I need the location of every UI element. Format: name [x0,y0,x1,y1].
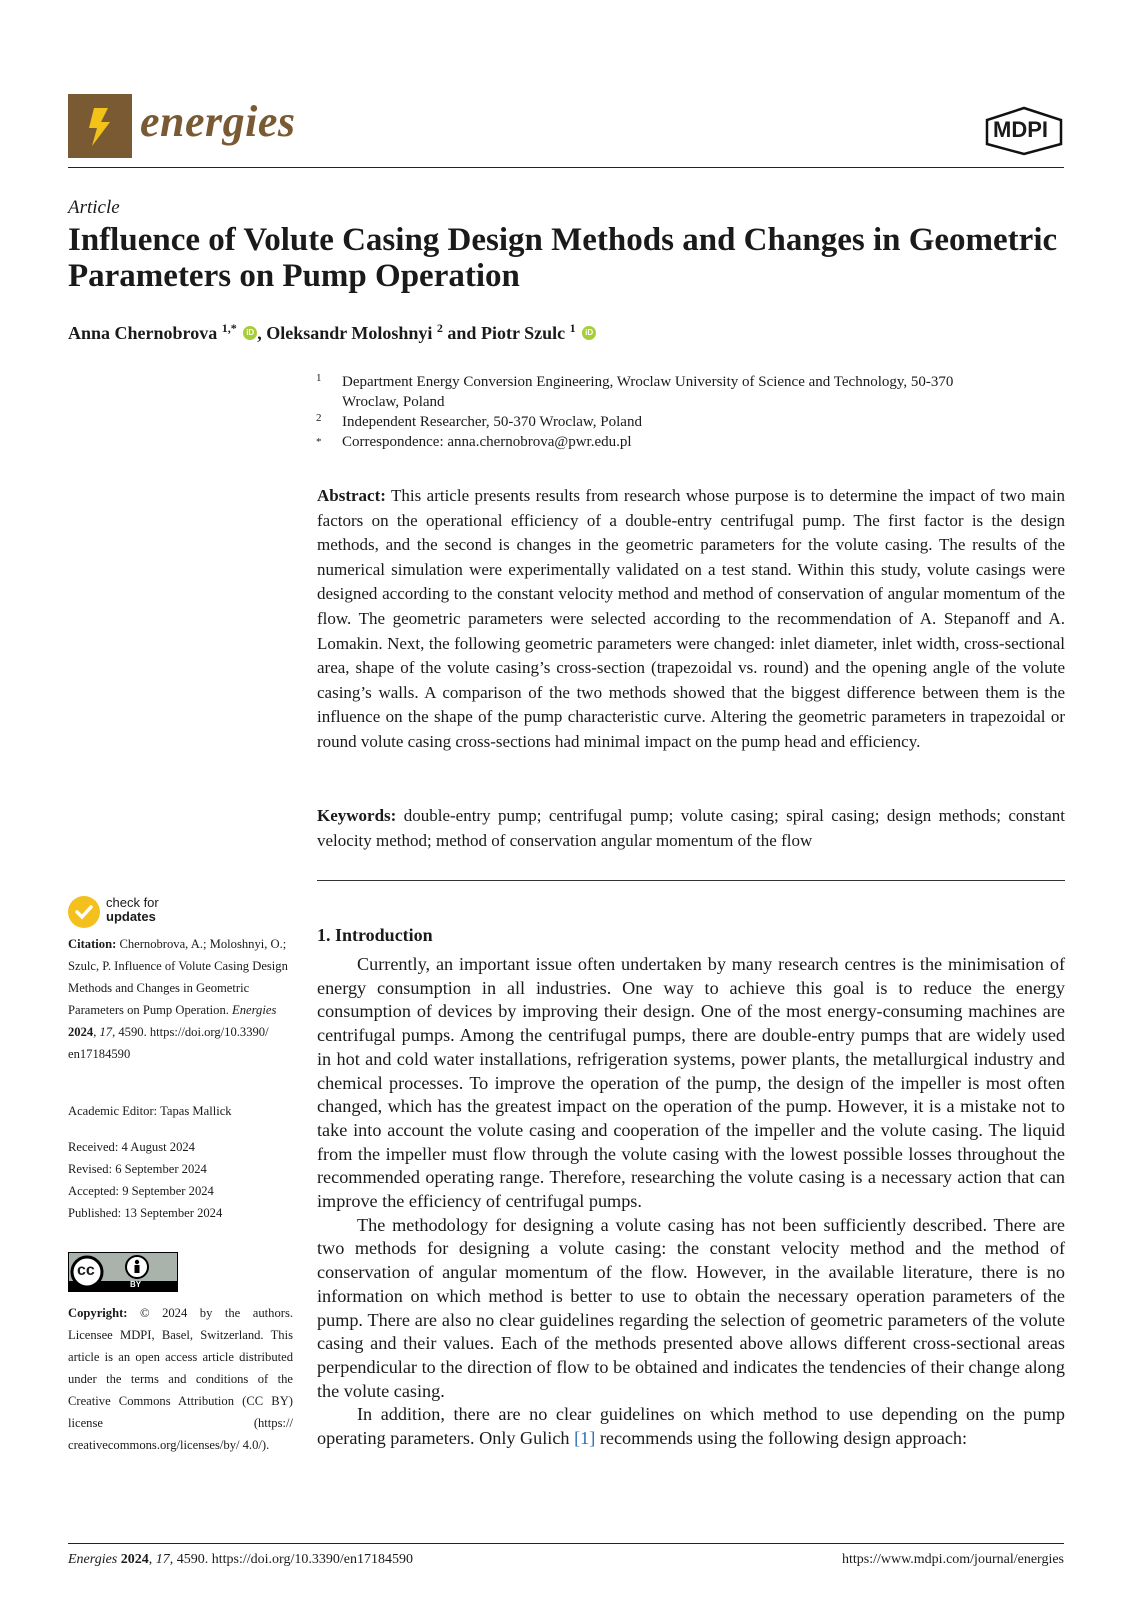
check-updates-line2: updates [106,909,156,924]
abstract-label: Abstract: [317,486,386,505]
abstract-divider [317,880,1065,881]
check-updates-line1: check for [106,895,159,910]
received-date: Received: 4 August 2024 [68,1140,195,1154]
footer-journal: Energies [68,1552,118,1567]
revised-date: Revised: 6 September 2024 [68,1162,207,1176]
author-separator: and [442,323,481,343]
author-affiliation-mark: 1 [569,321,576,335]
section-heading: 1. Introduction [317,925,433,945]
paragraph-text: In addition, there are no clear guidelines on which method to use depending on the pump operating parameters. Only Gulich [317,1404,1065,1449]
affiliation-mark: 2 [316,412,322,424]
affiliation-mark: * [316,436,322,448]
copyright-label: Copyright: [68,1306,128,1320]
footer-journal-url[interactable]: https://www.mdpi.com/journal/energies [841,1552,1064,1567]
author-affiliation-mark: 1,* [221,321,237,335]
copyright-text: © 2024 by the authors. Licensee MDPI, Basel, Switzerland. This article is an open access article distributed under the terms and conditions of the Creative Commons Attribution (CC BY) license (https:// creativecommons.org/licenses/by/ 4.0/). [68,1306,293,1452]
cc-icon: cc [77,1262,95,1279]
published-date: Published: 13 September 2024 [68,1206,223,1220]
cc-by-license-badge[interactable] [68,1252,178,1292]
author-list [68,321,596,344]
paragraph-text: recommends using the following design approach: [595,1428,968,1449]
citation-link[interactable]: [1] [574,1428,596,1449]
article-type: Article [68,197,120,218]
author-name[interactable]: Piotr Szulc [480,323,566,343]
footer-year: 2024 [120,1552,149,1567]
orcid-icon[interactable]: iD [582,326,596,340]
keywords-label: Keywords: [317,806,397,825]
author-separator: , [257,323,267,343]
citation-year: 2024 [68,1025,94,1039]
citation-label: Citation: [68,937,117,951]
citation-volume: 17 [99,1025,113,1039]
publisher-logo[interactable] [983,106,1065,156]
intro-body [317,953,1065,1451]
journal-logo [68,94,132,158]
academic-editor: Academic Editor: Tapas Mallick [68,1104,232,1118]
publisher-name: MDPI [993,117,1048,142]
paragraph: The methodology for designing a volute casing has not been sufficiently described. There are two methods for designing a volute casing: the constant velocity method and the method of conservation of angular momentum of the flow. However, in the available literature, there is no information on which method is better to use to obtain the necessary operation parameters of the pump. There are also no clear guidelines regarding the selection of geometric parameters of the volute casing and their values. Each of the methods presented above allows different cross-sectional areas perpendicular to the direction of flow to be obtained and indicates the tendencies of their change along the volute casing. [317,1214,1065,1401]
abstract-text: This article presents results from research whose purpose is to determine the impact of two main factors on the operational efficiency of a double-entry centrifugal pump. The first factor is the design methods, and the second is changes in the geometric parameters for the volute casing. The results of the numerical simulation were experimentally validated on a test stand. Within this study, volute casings were designed according to the constant velocity method and method of conservation of angular momentum of the flow. The geometric parameters were selected according to the recommendation of A. Stepanoff and A. Lomakin. Next, the following geometric parameters were changed: inlet diameter, inlet width, cross-sectional area, shape of the volute casing’s cross-section (trapezoidal vs. round) and the opening angle of the volute casing’s walls. A comparison of the two methods showed that the biggest difference between them is the influence on the shape of the pump characteristic curve. Altering the geometric parameters in trapezoidal or round volute casing cross-sections had minimal impact on the pump head and efficiency. [317,486,1065,751]
footer-citation: Energies 2024, 17, 4590. https://doi.org/10.3390/en17184590 [68,1552,413,1567]
citation-text: Chernobrova, A.; Moloshnyi, O.; Szulc, P. Influence of Volute Casing Design Methods and Changes in Geometric Parameters on Pump Operation. [68,937,288,1017]
keywords [317,804,1065,853]
header-divider [68,167,1064,168]
footer-volume: 17 [155,1552,170,1567]
keywords-text: double-entry pump; centrifugal pump; volute casing; spiral casing; design methods; constant velocity method; method of conservation angular momentum of the flow [317,806,1065,850]
correspondence [316,432,1042,452]
paragraph: Currently, an important issue often undertaken by many research centres is the minimisation of energy consumption in all industries. One way to achieve this goal is to reduce the energy consumption of devices by improving their design. One of the most energy-consuming machines are centrifugal pumps. Among the centrifugal pumps, there are double-entry pumps that are widely used in hot and cold water installations, refrigeration systems, power plants, the metallurgical industry and chemical processes. To improve the operation of the pump, the design of the impeller is most often changed, which has the greatest impact on the operation of the pump. However, it is a mistake not to take into account the volute casing and cooperation of the impeller and the volute casing. The liquid from the impeller must flow through the volute casing with the lowest possible losses throughout the recommended operating range. Therefore, researching the volute casing is a necessary action that can improve the efficiency of centrifugal pumps. [317,954,1065,1212]
author-name[interactable]: Oleksandr Moloshnyi [266,323,433,343]
article-title: Influence of Volute Casing Design Methods and Changes in Geometric Parameters on Pump Operation [68,222,1058,294]
footer-doi[interactable]: , 4590. https://doi.org/10.3390/en17184590 [169,1552,413,1567]
affiliation-text: Department Energy Conversion Engineering, Wroclaw University of Science and Technology, 50-370 Wroclaw, Poland [342,374,954,410]
citation-block: Citation: Chernobrova, A.; Moloshnyi, O.; Szulc, P. Influence of Volute Casing Design Methods and Changes in Geometric Parameters on Pump Operation. Energies 2024, 17, 4590. https://doi.org/10.3390/ en17184590 [68,937,288,1061]
check-for-updates-icon[interactable] [68,896,100,928]
by-label: BY [130,1280,142,1289]
check-for-updates-button[interactable] [106,896,159,924]
citation-journal: Energies [232,1003,277,1017]
correspondence-email[interactable]: Correspondence: anna.chernobrova@pwr.edu.pl [342,434,632,450]
lightning-icon [68,94,132,158]
author-name[interactable]: Anna Chernobrova [68,323,218,343]
affiliation [316,372,982,412]
orcid-icon[interactable]: iD [243,326,257,340]
paragraph [317,1403,1065,1450]
author-affiliation-mark: 2 [436,321,443,335]
abstract [317,484,1065,755]
affiliation [316,412,1042,432]
footer-divider [68,1543,1064,1544]
affiliation-mark: 1 [316,372,322,384]
accepted-date: Accepted: 9 September 2024 [68,1184,214,1198]
copyright-block [68,1302,293,1456]
journal-name[interactable]: energies [140,97,296,146]
affiliation-text: Independent Researcher, 50-370 Wroclaw, Poland [342,414,642,430]
citation-doi[interactable]: 4590. https://doi.org/10.3390/ en17184590 [68,1025,269,1061]
